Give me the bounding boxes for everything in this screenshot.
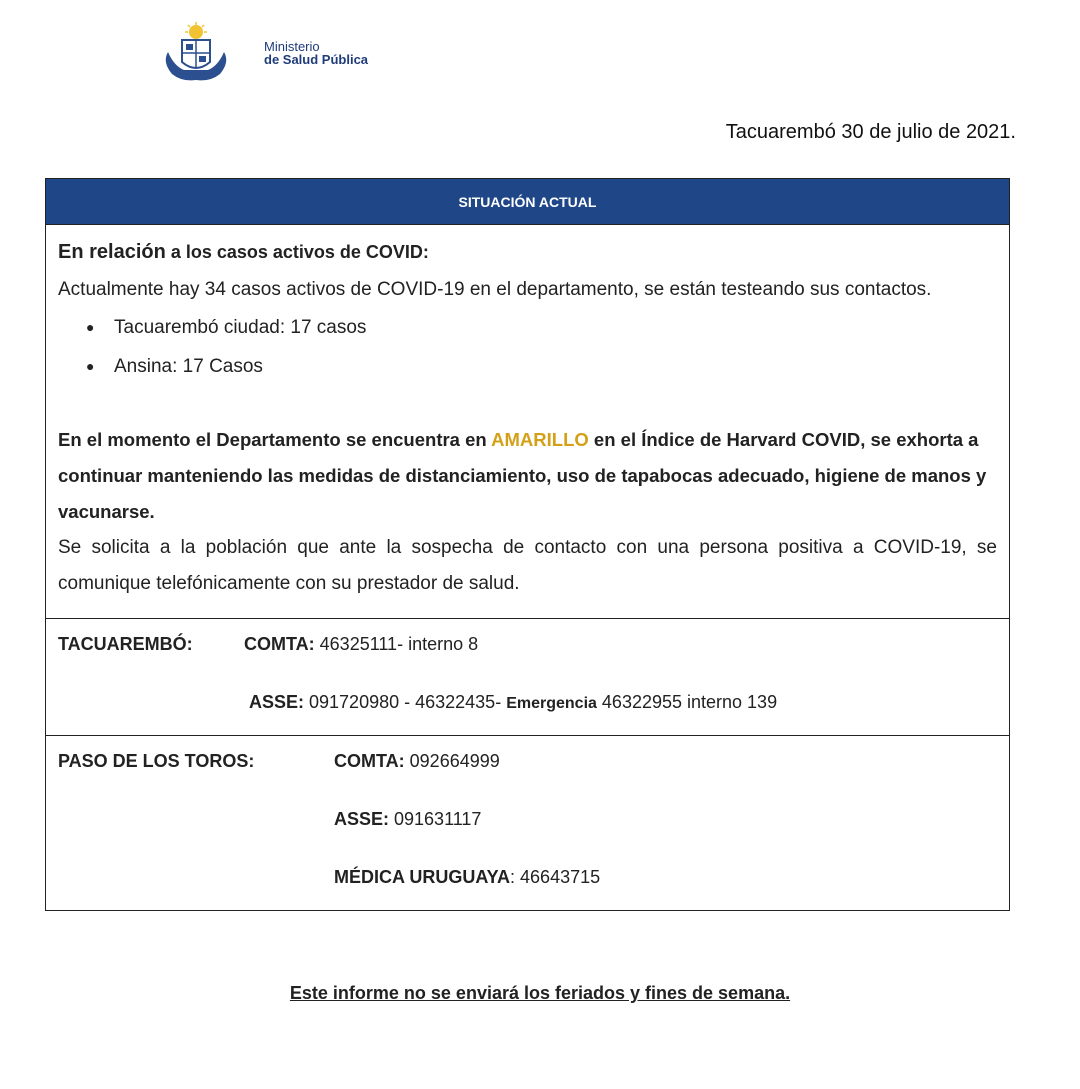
- provider-label: COMTA:: [244, 634, 315, 654]
- provider-label: ASSE:: [334, 809, 390, 829]
- situation-body: [46, 225, 1009, 619]
- emergency-label: Emergencia: [506, 695, 597, 712]
- contacts-tacuarembo: [46, 619, 1009, 736]
- situation-box: [45, 178, 1010, 911]
- phone-value: 46325111- interno 8: [314, 634, 479, 654]
- heading-lead: En relación: [58, 241, 166, 263]
- phone-value: 46322955 interno 139: [596, 692, 778, 712]
- heading-rest: a los casos activos de COVID:: [165, 242, 429, 262]
- location-label: PASO DE LOS TOROS:: [58, 751, 255, 771]
- ministry-logo: [158, 22, 368, 84]
- phone-value: 091631117: [389, 809, 482, 829]
- alert-color-level: AMARILLO: [491, 429, 589, 450]
- footer-note: Este informe no se enviará los feriados y fines de semana.: [289, 983, 791, 1003]
- provider-label: MÉDICA URUGUAYA: [334, 867, 511, 887]
- document-date: Tacuarembó 30 de julio de 2021.: [725, 121, 1016, 143]
- list-item: ● Tacuarembó ciudad: 17 casos: [114, 308, 997, 347]
- phone-value: 091720980 - 46322435-: [304, 692, 507, 712]
- logo-line-2: de Salud Pública: [264, 52, 369, 67]
- logo-line-1: Ministerio: [264, 39, 320, 54]
- cases-list: [58, 308, 997, 386]
- list-item: ● Ansina: 17 Casos: [114, 347, 997, 386]
- location-label: TACUAREMBÓ:: [58, 634, 193, 654]
- request-paragraph: Se solicita a la población que ante la sospecha de contacto con una persona positiva a COVID-19, se comunique telefónicamente con su prestador de salud.: [58, 537, 997, 594]
- coat-of-arms-icon: [158, 22, 234, 84]
- situation-header: SITUACIÓN ACTUAL: [46, 179, 1009, 225]
- section-heading: [58, 241, 997, 264]
- provider-label: ASSE:: [249, 692, 305, 712]
- alert-paragraph: [58, 422, 997, 530]
- contacts-paso-de-los-toros: [46, 736, 1009, 910]
- alert-after: en el Índice de Harvard COVID, se exhorta a continuar manteniendo las medidas de distanciamiento, uso de tapabocas adecuado, higiene de manos y vacunarse.: [58, 429, 987, 522]
- provider-label: COMTA:: [334, 751, 405, 771]
- alert-before: En el momento el Departamento se encuentra en: [58, 429, 492, 450]
- intro-paragraph: Actualmente hay 34 casos activos de COVID-19 en el departamento, se están testeando sus contactos.: [58, 279, 932, 300]
- phone-value: : 46643715: [510, 867, 601, 887]
- phone-value: 092664999: [404, 751, 500, 771]
